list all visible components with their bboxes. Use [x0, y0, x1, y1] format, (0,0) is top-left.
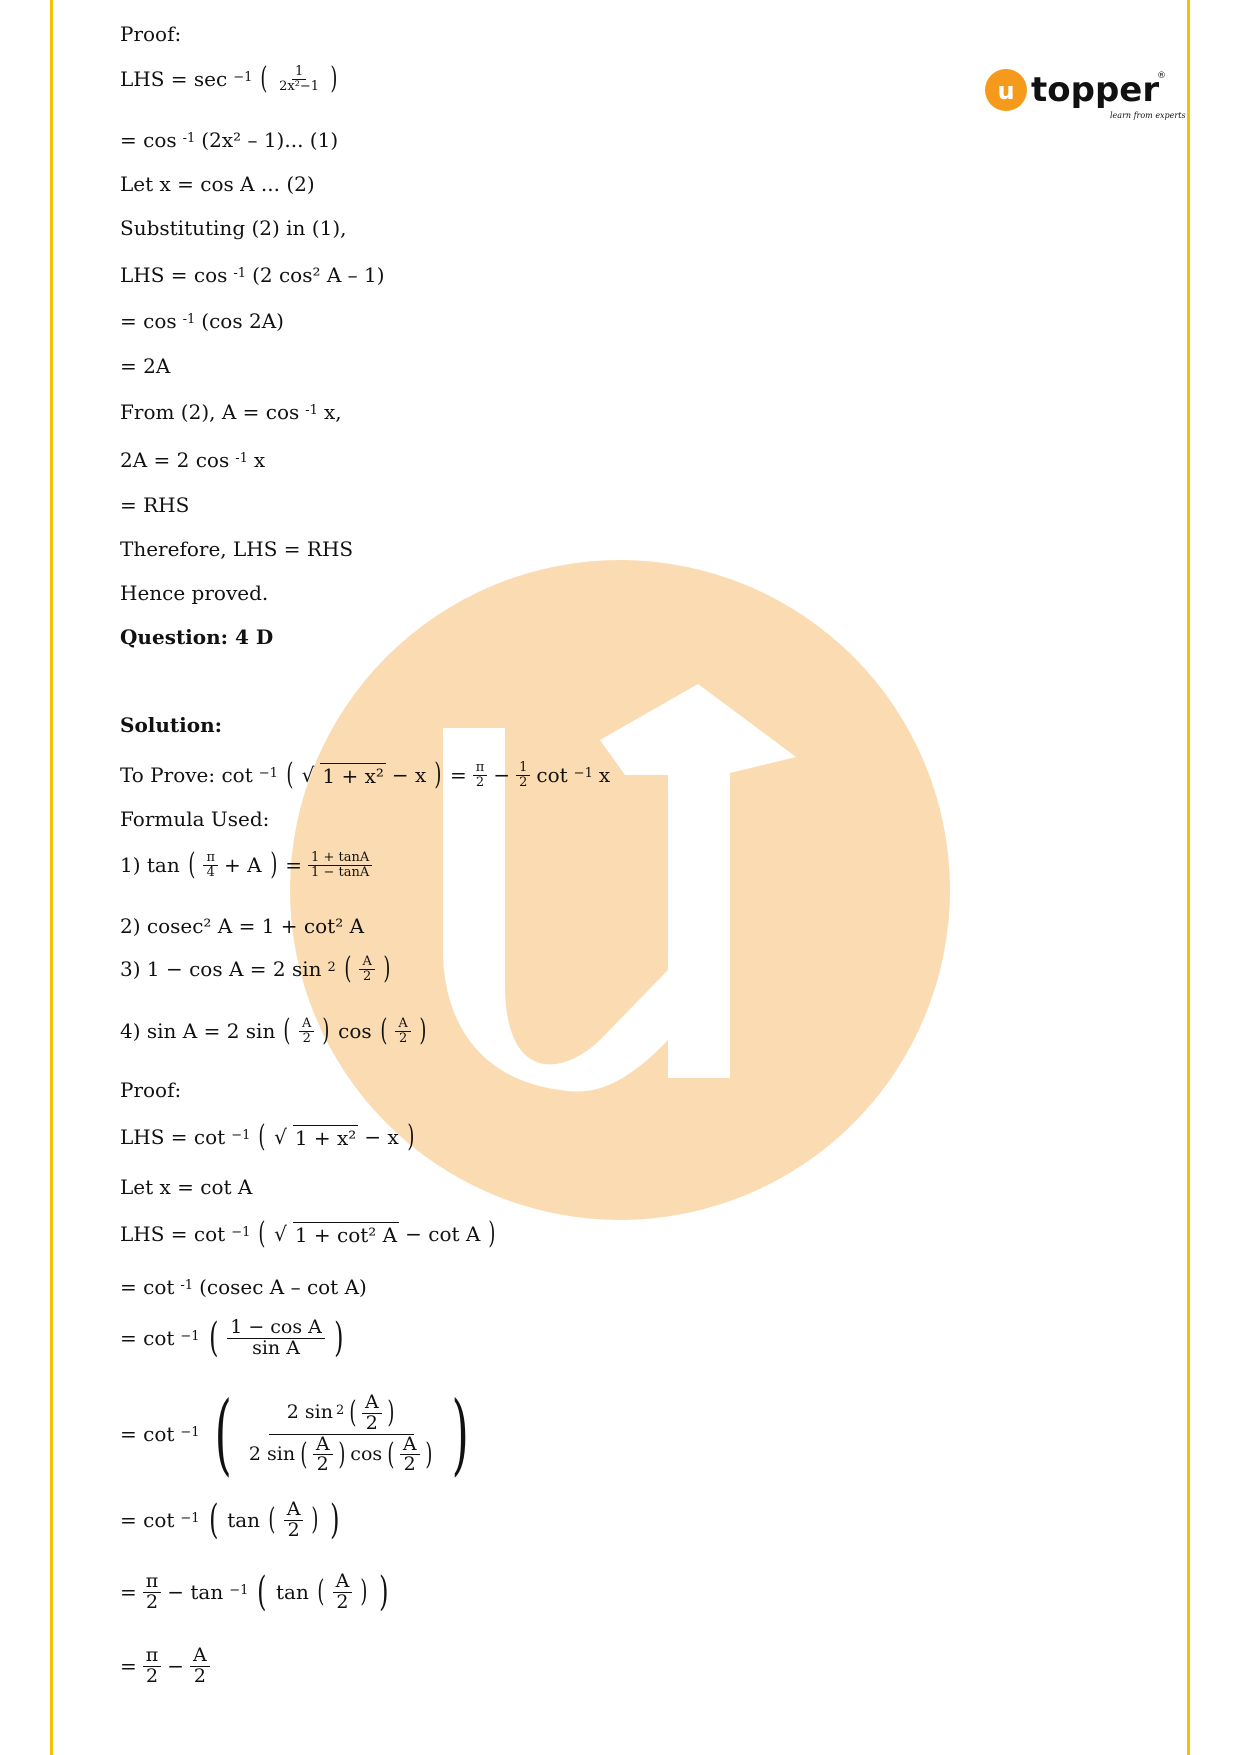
fraction: $\frac{A}{2}$: [395, 1017, 410, 1045]
fraction: $\frac{1}{\text{2x²−1}}$: [279, 63, 320, 94]
fraction: $\frac{A}{2}$: [190, 1646, 210, 1687]
fraction: 2 sin $^2$ ( $\frac{A}{2}$ ) 2 sin ( $\frac{A}{2}$ ) cos ( $\frac{A}{2}$ ): [248, 1390, 432, 1476]
fraction: $\frac{A}{2}$: [299, 1017, 314, 1045]
proof-line: = cot $^{-1}$ ( 2 sin $^2$ ( $\frac{A}{2}$ ) 2 sin ( $\frac{A}{2}$ ) cos ( $\frac{A}{2}$ ) ): [120, 1382, 470, 1485]
fraction: $\frac{\text{1 − cos A}}{\text{sin A}}$: [227, 1318, 325, 1359]
equation-line: Substituting (2) in (1),: [120, 216, 347, 240]
question-heading: Question: 4 D: [120, 625, 274, 649]
equation-line: = RHS: [120, 493, 190, 517]
fraction: $\frac{1 + \tan A}{1 - \tan A}$: [308, 851, 372, 879]
equation-line: = 2A: [120, 354, 171, 378]
fraction: $\frac{\pi}{2}$: [143, 1646, 162, 1687]
proof-heading: Proof:: [120, 1078, 182, 1102]
fraction: $\frac{A}{2}$: [284, 1500, 304, 1541]
equation-line: Let x = cos A ... (2): [120, 172, 315, 196]
logo-wordmark: topper: [1031, 70, 1160, 110]
proof-line: = cot $^{-1}$ ( $\frac{\text{1 − cos A}}{\text{sin A}}$ ): [120, 1315, 344, 1362]
lhs-sec-line: LHS = sec $^{-1}$ ( $\frac{1}{\text{2x²−1}}$ ): [120, 61, 338, 96]
equation-line: = cos $^{-1}$ (2x² – 1)... (1): [120, 128, 339, 152]
formula-3: 3) 1 − cos A = 2 sin $^2$ ( $\frac{A}{2}$ ): [120, 951, 391, 986]
equation-line: 2A = 2 cos $^{-1}$ x: [120, 448, 266, 472]
fraction: $\frac{\pi}{2}$: [473, 761, 488, 789]
fraction: $\frac{A}{2}$: [359, 955, 374, 983]
fraction: $\frac{A}{2}$: [333, 1572, 353, 1613]
svg-text:u: u: [997, 77, 1015, 105]
equation-line: Hence proved.: [120, 581, 269, 605]
equation-line: From (2), A = cos $^{-1}$ x,: [120, 400, 342, 424]
solution-heading: Solution:: [120, 713, 223, 737]
fraction: $\frac{\pi}{2}$: [143, 1572, 162, 1613]
formula-4: 4) sin A = 2 sin ( $\frac{A}{2}$ ) cos ( $\frac{A}{2}$ ): [120, 1013, 427, 1048]
topper-logo: [985, 66, 1186, 126]
formula-used-heading: Formula Used:: [120, 807, 270, 831]
equation-line: LHS = cos $^{-1}$ (2 cos² A – 1): [120, 263, 385, 287]
equation-line: Therefore, LHS = RHS: [120, 537, 354, 561]
proof-line: = $\frac{\pi}{2}$ − $\frac{A}{2}$: [120, 1646, 210, 1687]
formula-1: 1) tan ( $\frac{\pi}{4}$ + A ) = $\frac{1 + \tan A}{1 - \tan A}$: [120, 850, 372, 880]
svg-text:®: ®: [1157, 71, 1166, 81]
equation-line: = cos $^{-1}$ (cos 2A): [120, 309, 284, 333]
fraction: $\frac{1}{2}$: [516, 761, 530, 789]
svg-text:learn from experts: learn from experts: [1110, 111, 1186, 120]
proof-line: LHS = cot $^{-1}$ ( √ 1 + cot² A − cot A ): [120, 1216, 496, 1251]
formula-2: 2) cosec² A = 1 + cot² A: [120, 914, 365, 938]
proof-line: = cot $^{-1}$ ( tan ( $\frac{A}{2}$ ) ): [120, 1497, 340, 1544]
fraction: $\frac{\pi}{4}$: [203, 851, 218, 879]
proof-heading: Proof:: [120, 22, 182, 46]
proof-line: = cot $^{-1}$ (cosec A – cot A): [120, 1275, 367, 1299]
to-prove-line: To Prove: cot $^{-1}$ ( √ 1 + x² − x ) = $\frac{\pi}{2}$ − $\frac{1}{2}$ cot $^{-1}$ x: [120, 757, 611, 792]
proof-line: Let x = cot A: [120, 1175, 253, 1199]
proof-line: = $\frac{\pi}{2}$ − tan $^{-1}$ ( tan ( $\frac{A}{2}$ ) ): [120, 1569, 389, 1616]
proof-line: LHS = cot $^{-1}$ ( √ 1 + x² − x ): [120, 1119, 415, 1154]
